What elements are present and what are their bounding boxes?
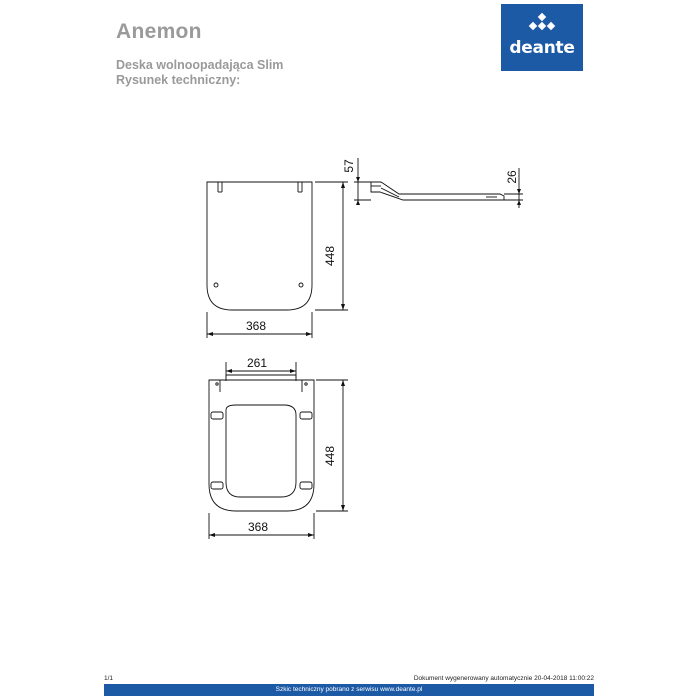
side-view-height-label: 57 [342,159,356,173]
side-view-dimension-lines [354,158,523,208]
side-view-thickness-label: 26 [505,170,519,184]
top-view-width-label: 368 [245,319,267,333]
bottom-view-height-label: 448 [323,445,337,467]
page-number: 1/1 [104,675,114,682]
generated-note: Dokument wygenerowany automatycznie 20-04-2018 11:00:22 [413,675,594,682]
bottom-view-width-label: 368 [247,520,269,534]
bottom-view-seat [209,375,314,511]
product-name: Deska wolnoopadająca Slim [116,58,284,72]
top-view-seat [207,182,312,310]
page-title: Anemon [116,20,202,43]
top-view-height-label: 448 [323,245,337,267]
bottom-view-inner-width-label: 261 [246,356,268,370]
logo-text: deante [509,38,575,58]
drawing-label: Rysunek techniczny: [116,73,241,87]
side-view-seat [371,182,504,200]
source-note: Szkic techniczny pobrano z serwisu www.deante.pl [275,686,423,693]
source-footer-bar [104,684,594,696]
